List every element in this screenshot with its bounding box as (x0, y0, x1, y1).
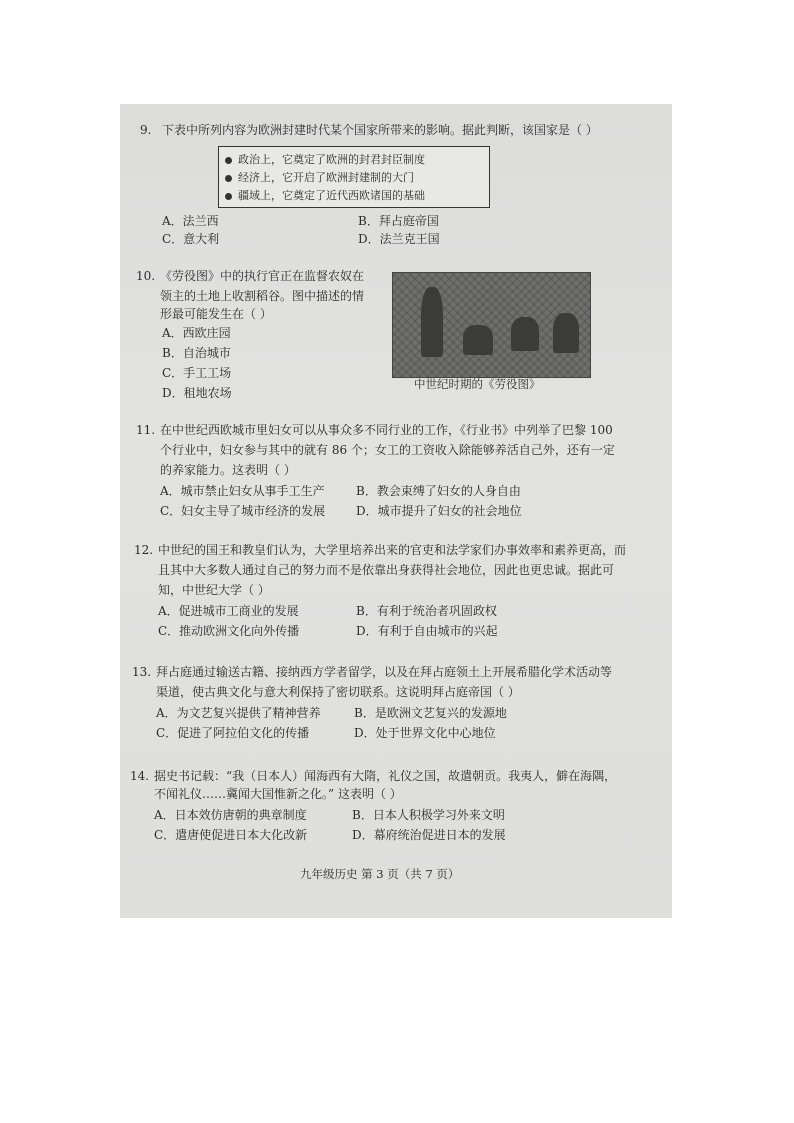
option-a: A．城市禁止妇女从事手工生产 (160, 484, 325, 498)
option-c: C．推动欧洲文化向外传播 (158, 624, 300, 638)
question-stem-line: 形最可能发生在（ ） (160, 307, 272, 321)
question-stem-line: 个行业中，妇女参与其中的就有 86 个；女工的工资收入除能够养活自己外，还有一定 (160, 443, 615, 457)
question-stem: 下表中所列内容为欧洲封建时代某个国家所带来的影响。据此判断，该国家是（ ） (162, 123, 598, 137)
option-c: C．促进了阿拉伯文化的传播 (156, 726, 310, 740)
table-row: 疆域上，它奠定了近代西欧诸国的基础 (225, 187, 425, 203)
question-stem-line: 不闻礼仪……冀闻大国惟新之化。” 这表明（ ） (154, 787, 402, 801)
option-d: D．租地农场 (162, 386, 232, 400)
labor-painting-image (392, 272, 591, 378)
option-b: B．是欧洲文艺复兴的发源地 (354, 706, 507, 720)
option-b: B．日本人积极学习外来文明 (352, 808, 505, 822)
serf-figure (553, 313, 579, 353)
option-a: A．为文艺复兴提供了精神营养 (156, 706, 321, 720)
question-number: 13. (132, 665, 152, 679)
question-number: 12. (134, 543, 154, 557)
influence-table (218, 146, 490, 208)
question-stem-line: 中世纪的国王和教皇们认为，大学里培养出来的官吏和法学家们办事效率和素养更高，而 (158, 543, 627, 557)
option-a: A．法兰西 (162, 214, 219, 228)
option-b: B．有利于统治者巩固政权 (356, 604, 497, 618)
question-stem-line: 在中世纪西欧城市里妇女可以从事众多不同行业的工作，《行业书》中列举了巴黎 100 (160, 423, 613, 437)
bullet-icon (225, 157, 232, 164)
option-b: B．自治城市 (162, 346, 231, 360)
option-d: D．法兰克王国 (358, 232, 440, 246)
question-stem-line: 据史书记载：“我（日本人）闻海西有大隋，礼仪之国，故遣朝贡。我夷人，僻在海隅， (154, 769, 617, 783)
option-c: C．妇女主导了城市经济的发展 (160, 504, 326, 518)
option-a: A．西欧庄园 (162, 326, 231, 340)
question-number: 9. (140, 123, 152, 137)
bullet-icon (225, 175, 232, 182)
question-stem-line: 《劳役图》中的执行官正在监督农奴在 (160, 269, 365, 283)
question-stem-line: 的养家能力。这表明（ ） (160, 463, 296, 477)
option-c: C．遣唐使促进日本大化改新 (154, 828, 308, 842)
table-row: 政治上，它奠定了欧洲的封君封臣制度 (225, 151, 425, 167)
table-row: 经济上，它开启了欧洲封建制的大门 (225, 169, 414, 185)
option-d: D．城市提升了妇女的社会地位 (356, 504, 522, 518)
question-stem-line: 知，中世纪大学（ ） (158, 583, 270, 597)
option-d: D．幕府统治促进日本的发展 (352, 828, 506, 842)
option-a: A．日本效仿唐朝的典章制度 (154, 808, 307, 822)
image-caption: 中世纪时期的《劳役图》 (414, 377, 541, 391)
question-stem-line: 领主的土地上收割稻谷。图中描述的情 (160, 289, 365, 303)
page-footer: 九年级历史 第 3 页（共 7 页） (300, 867, 460, 881)
question-number: 10. (136, 269, 156, 283)
option-a: A．促进城市工商业的发展 (158, 604, 299, 618)
bullet-icon (225, 193, 232, 200)
option-d: D．处于世界文化中心地位 (354, 726, 496, 740)
question-stem-line: 拜占庭通过输送古籍、接纳西方学者留学，以及在拜占庭领土上开展希腊化学术活动等 (156, 665, 613, 679)
question-stem-line: 且其中大多数人通过自己的努力而不是依靠出身获得社会地位，因此也更忠诚。据此可 (158, 563, 615, 577)
option-b: B．拜占庭帝国 (358, 214, 439, 228)
question-number: 11. (136, 423, 156, 437)
serf-figure (463, 325, 493, 355)
option-d: D．有利于自由城市的兴起 (356, 624, 498, 638)
option-c: C．意大利 (162, 232, 220, 246)
question-stem-line: 渠道，使古典文化与意大利保持了密切联系。这说明拜占庭帝国（ ） (156, 685, 520, 699)
serf-figure (511, 317, 539, 351)
option-c: C．手工工场 (162, 366, 232, 380)
question-number: 14. (130, 769, 150, 783)
option-b: B．教会束缚了妇女的人身自由 (356, 484, 521, 498)
overseer-figure (421, 287, 443, 357)
